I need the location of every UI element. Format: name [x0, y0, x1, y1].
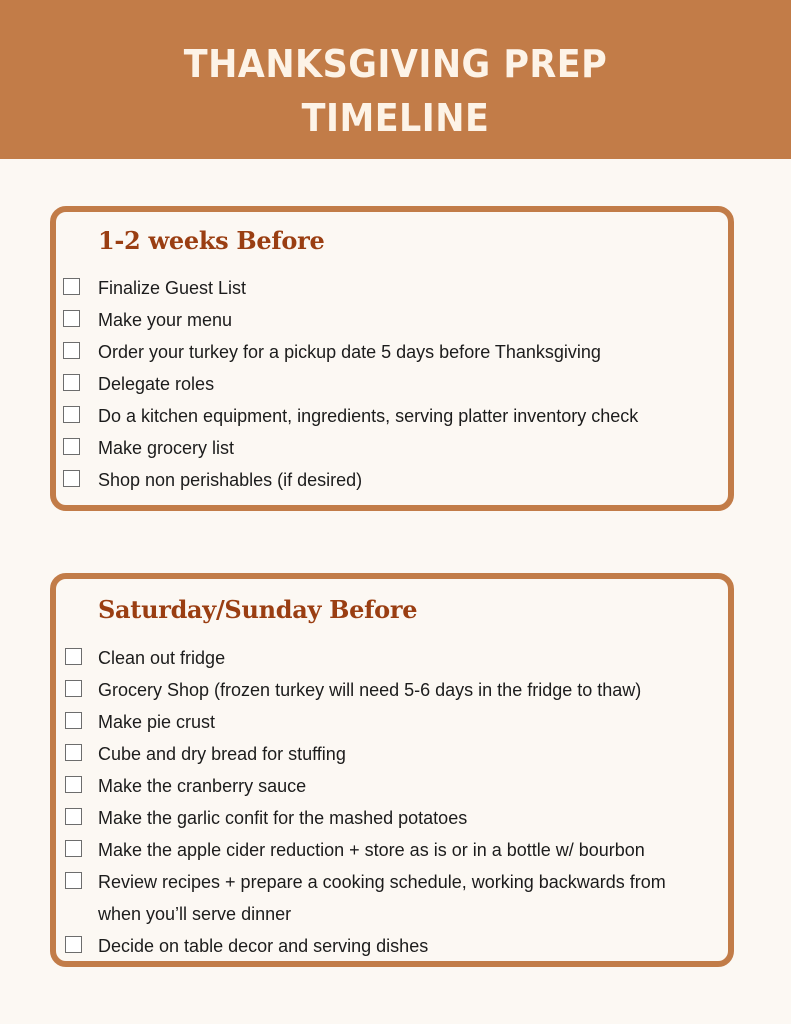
checklist-item-label: Make the garlic confit for the mashed potatoes	[98, 808, 468, 828]
checkbox[interactable]	[63, 470, 80, 487]
checklist	[63, 642, 698, 962]
checklist-item-label: Delegate roles	[98, 374, 215, 394]
page-title-line-2: TIMELINE	[301, 96, 490, 140]
checklist-item-label: Finalize Guest List	[98, 278, 247, 298]
checkbox[interactable]	[65, 648, 82, 665]
checkbox[interactable]	[63, 278, 80, 295]
checklist-item	[63, 272, 638, 304]
checklist-item-label: Make pie crust	[98, 712, 216, 732]
checkbox[interactable]	[63, 310, 80, 327]
checklist-item-label: Cube and dry bread for stuffing	[98, 744, 346, 764]
checklist-item	[63, 802, 698, 834]
checkbox[interactable]	[63, 374, 80, 391]
checklist-item-label: Shop non perishables (if desired)	[98, 470, 363, 490]
checkbox[interactable]	[65, 712, 82, 729]
checklist-item	[63, 706, 698, 738]
checkbox[interactable]	[65, 936, 82, 953]
checklist-item-label: Decide on table decor and serving dishes	[98, 936, 429, 956]
checklist-item	[63, 336, 638, 368]
section-heading: 1-2 weeks Before	[98, 226, 325, 255]
checklist-item	[63, 368, 638, 400]
checklist-item-label: Grocery Shop (frozen turkey will need 5-6 days in the fridge to thaw)	[98, 680, 642, 700]
checkbox[interactable]	[63, 342, 80, 359]
checkbox[interactable]	[65, 840, 82, 857]
checklist-item-label: Make your menu	[98, 310, 233, 330]
checklist-item	[63, 432, 638, 464]
checklist-item	[63, 738, 698, 770]
checklist-item-label: Do a kitchen equipment, ingredients, serving platter inventory check	[98, 406, 639, 426]
checkbox[interactable]	[65, 808, 82, 825]
checkbox[interactable]	[63, 406, 80, 423]
checklist-item	[63, 400, 638, 432]
checkbox[interactable]	[65, 776, 82, 793]
checklist-item	[63, 464, 638, 496]
checklist-item-label: Clean out fridge	[98, 648, 226, 668]
checklist-item	[63, 304, 638, 336]
checklist-item	[63, 834, 698, 866]
checklist-item	[63, 770, 698, 802]
header-banner	[0, 0, 791, 159]
checklist-item-label: Order your turkey for a pickup date 5 days before Thanksgiving	[98, 342, 601, 362]
checklist	[63, 272, 638, 496]
checkbox[interactable]	[65, 744, 82, 761]
section-1-2-weeks-before	[50, 206, 734, 511]
section-saturday-sunday-before	[50, 573, 734, 967]
checklist-item	[63, 642, 698, 674]
checklist-item-label: Make grocery list	[98, 438, 235, 458]
checklist-item-label: Review recipes + prepare a cooking schedule, working backwards from when you’ll serve dinner	[98, 872, 666, 924]
checklist-item	[63, 866, 698, 930]
checklist-item	[63, 930, 698, 962]
checkbox[interactable]	[65, 680, 82, 697]
checklist-item-label: Make the apple cider reduction + store as is or in a bottle w/ bourbon	[98, 840, 645, 860]
checkbox[interactable]	[65, 872, 82, 889]
section-heading: Saturday/Sunday Before	[98, 595, 418, 624]
page-title-line-1: THANKSGIVING PREP	[183, 42, 608, 86]
checklist-item-label: Make the cranberry sauce	[98, 776, 307, 796]
checkbox[interactable]	[63, 438, 80, 455]
checklist-item	[63, 674, 698, 706]
